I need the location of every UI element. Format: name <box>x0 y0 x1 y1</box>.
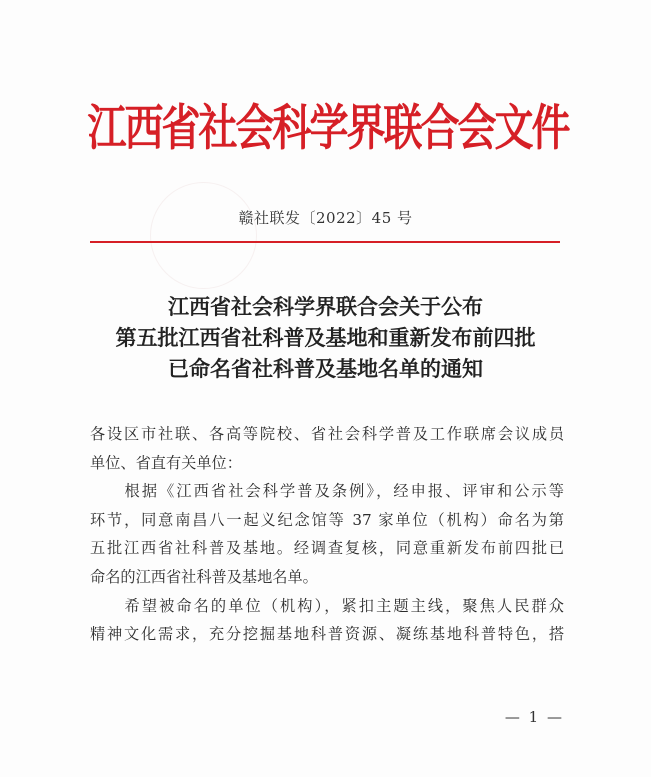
faint-seal-mark <box>150 182 257 289</box>
body-line: 环节，同意南昌八一起义纪念馆等 37 家单位（机构）命名为第 <box>90 510 564 529</box>
notice-body <box>90 420 564 649</box>
notice-title-line: 已命名省社科普及基地名单的通知 <box>168 357 483 381</box>
notice-title-line: 江西省社会科学界联合会关于公布 <box>168 295 483 319</box>
document-number: 赣社联发〔2022〕45 号 <box>238 209 413 227</box>
issuer-header-title: 江西省社会科学界联合会文件 <box>87 99 569 157</box>
body-line: 单位、省直有关单位： <box>90 453 242 472</box>
notice-title-line: 第五批江西省社科普及基地和重新发布前四批 <box>115 326 536 350</box>
notice-title <box>40 292 611 385</box>
body-line: 命名的江西省社科普及基地名单。 <box>90 567 318 586</box>
body-line: 希望被命名的单位（机构），紧扣主题主线，聚焦人民群众 <box>90 596 564 615</box>
red-header-rule <box>90 241 560 243</box>
body-line: 五批江西省社科普及基地。经调查复核，同意重新发布前四批已 <box>90 539 564 558</box>
body-line: 各设区市社联、各高等院校、省社会科学普及工作联席会议成员 <box>90 425 564 443</box>
body-line: 精神文化需求，充分挖掘基地科普资源、凝练基地科普特色，搭 <box>90 625 564 644</box>
page-number: — 1 — <box>504 708 564 726</box>
body-line: 根据《江西省社会科学普及条例》，经申报、评审和公示等 <box>90 482 564 501</box>
